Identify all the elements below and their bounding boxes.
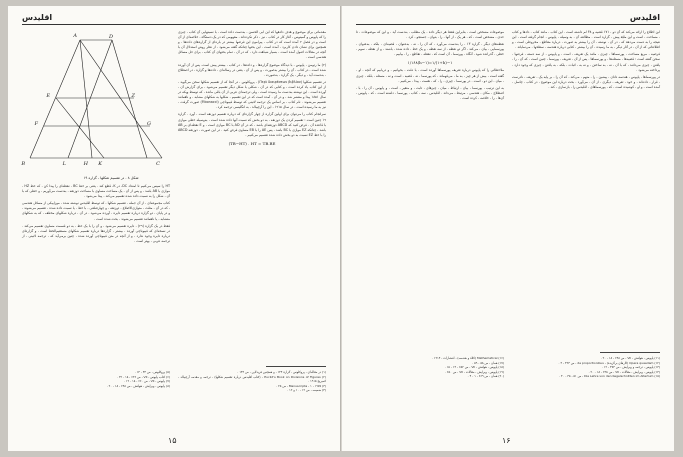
- paragraph: فقط در یک گزاره (۲۹) ، دایره تقسیم می‌شود ، و آن را با یک خط ، به دو قسمت مساوی تقسیم می‌کند . در نسخه‌ای که فیبوناچی آورده ، بیشتر ، گزاره‌ها درباره تقسیم شکلهای مستقیم‌الخط است ، و گزاره‌ای درباره دایره وجود ندارد ، و از آنچه در متن فیبوناچی آورده شده ، چنین برمی‌آید که ، ترجمه لاتینی ، از ترجمه عربی ، بهتر است .: [22, 223, 171, 243]
- running-title-right: اقلیدس: [629, 13, 660, 22]
- running-header-left: [22, 14, 326, 25]
- left-page-col-right: [178, 30, 326, 244]
- point-c: C: [156, 161, 160, 167]
- book-spread: [8, 6, 675, 451]
- point-d: D: [108, 34, 113, 40]
- paragraph: HT را سپس می‌کنیم تا امتداد DC، در K، قطع کند . یعنی بر خط BC ، نقطه‌ای را پیدا کن ، که خط HZ ، موازی با AB باشد ، و پس از آن ، یک مساحت مساوی با مساحت ذوزنقه ، به‌دست می‌آوریم ، و خطی که با آن ، شکل را به نسبت داده شده تقسیم می‌کند ، پیدا می‌شود .: [22, 184, 171, 199]
- footnote-rule: [600, 352, 660, 353]
- point-k: K: [98, 161, 102, 167]
- paragraph: در تقسیم شکلها (Περὶ διαιρέσεων βιβλίον) ، پروکلوس ، در آنجا که از تقسیم شکلها سخن می‌گوید ، از این کتاب یاد کرده است ، و کتابی که در آن ، شکلی با شکل دیگر تقسیم می‌شود ، برای گزارش آن ، آورده است . این نوشته به‌دست ما رسیده است ، ولی ترجمه‌ای عربی از آن باقی مانده ، که توسط وپکه در سال ۱۸۵۱ پیدا و منتشر شد ، و در آن ، آمده است که در این تقسیم ، شکلها به شکلهای مشابه ، و ناهمانند تقسیم می‌شوند . نام کتاب ، بر اساس یک ترجمه لاتینی که توسط فیبوناچی (Fibonacci) صورت گرفت ، نیز به ما رسیده است . در سال ۱۹۱۵ ، این را آرچیبالد ، به انگلیسی ترجمه کرد .: [178, 79, 326, 110]
- footnote: (۱۶) Mathematical (کلاه و هندسه) ، انتشارات ، ۱۹۱۴ .: [431, 356, 504, 360]
- footnote: (۸) پاپوس ، ویرایش ، هولتش ، ص ۶۴۸ ، ۱۸ - ۲۰ .: [106, 383, 170, 388]
- point-e: E: [46, 93, 50, 99]
- right-page-col-right: [512, 30, 660, 101]
- trapezoid-diagram: [22, 30, 168, 180]
- footnote: (۱۳) پاپوس ، ترجمه و ویرایش ، ص ۴۷۴ ، ۱۲ .: [601, 365, 660, 370]
- footnote: (۲۰) همان ، ص ۶۶۹ ، ۱ - ۴ .: [467, 374, 504, 379]
- footnote: (۱) در مقاله‌ای ، پروکلوس ، گزاره ۱۴۴ ، و همچنین فریدلاین ، ص ۱۴۴ .: [237, 370, 326, 374]
- footnote: (۱۱) پاپوس ، هولتش ، VII ، ص ۶۴۸ ، ۱۸ - ۲۰ .: [600, 356, 660, 360]
- line-ba: [30, 40, 80, 158]
- paragraph: در پورسماها ، پاپوس ، هندسه دانان ، پیشین ، را ، متهم ، می‌کند ، که آن را ، بر پایه یک ، تعریف ، نادرست ، قرار ، داده‌اند ، و خود ، تعریف ، دیگری ، از آن ، می‌آورد . بحث درباره این موضوع ، در کتاب ، چاسل ، آمده است ، و او ، کوشیده است ، که ، پورسماهای ، اقلیدس را ، بازسازی ، کند .: [512, 74, 660, 89]
- running-title-left: اقلیدس: [22, 13, 53, 22]
- figure-caption: شکل ۸ . در تقسیم شکلها ، گزاره ۱۹: [83, 176, 139, 180]
- formula: ۱/۱۶۸(h−۱)=۱/(۱+h)−۱: [407, 60, 453, 66]
- page-number-left: ۱۵: [168, 436, 177, 445]
- point-a: A: [73, 33, 77, 39]
- paragraph: کتاب مجموعه‌ای ، از آن جمله ، تقسیم شکلها ، که توسط اقلیدس نوشته شده ، موزاییکی از مسائل هندسی ، که در آن ، مثلث ، متوازی‌الاضلاع ، ذوزنقه ، و چهار‌ضلعی ، با خط ، یا نسبت داده شده ، تقسیم می‌شوند ، و در پایان ، دو گزاره درباره تقسیم دایره ، آورده می‌شود . در آن ، درباره شکلهای مختلف ، که به شکلهای متشابه ، یا ناهمانند تقسیم می‌شوند ، بحث شده است .: [22, 201, 170, 221]
- paragraph: موضوعات مشخص است ، بنابراین فقط هر دیگر داده ، یک مطلب ، به‌دست آید ، و این که موضوعات ، تا حدی ، مشخص است ، که ، هر یک ، از آنها ، را ، بتوان ، جستجو ، کرد .: [356, 30, 504, 40]
- running-header-right: [356, 14, 660, 25]
- footnote: (۱۸) پاپوس ، هولتش ، VII ، ص ۶۵۲ ، ۱۴ - ۱۵ .: [444, 365, 504, 370]
- point-b: B: [21, 161, 25, 167]
- right-footnotes: [356, 356, 660, 379]
- line-ek: [56, 98, 104, 158]
- right-page: [341, 6, 674, 451]
- footnote: (۱۲) Opera quaedam (کارهای برگزیده) ، de proportionibus ، ص ۴۲۳ ، ۳ .: [558, 360, 660, 365]
- footnote: (۱۴) پاپوس ، ویرایش ، مقالات ، VII ، ص ۶۴۸ ، ۱۸ - ۲۰ .: [588, 369, 660, 374]
- left-page: [8, 6, 341, 451]
- page-number-right: ۱۶: [502, 436, 511, 445]
- footnote: (۳) Manuscripta ، ۱ ، ۱۹۵۷ ، ص ۲۵ .: [276, 383, 326, 388]
- point-f: F: [34, 121, 38, 127]
- right-page-col-left: [356, 30, 504, 101]
- paragraph: سرانجام کتاب را می‌توان برای اولین گزاره از چهار گزاره‌ای که درباره تقسیم ذوزنقه است ، آورد . گزاره ۱۹ چنین است : تقسیم کردن یک ذوزنقه ، به دو بخش که نسبت آنها داده شده است ، به‌وسیله خطی موازی با قاعده آن . فرض کنید که ABCD ذوزنقه‌ای باشد ، که در آن AD با BC موازی است ، و E نقطه‌ای بر AB باشد ، چنانکه EZ موازی با BC باشد ، پس AE را با EB مساوی فرض کنید . در این صورت ، ذوزنقه ABCD را با خط EZ نسبت به دو بخش داده شده تقسیم می‌کنیم .: [178, 112, 327, 137]
- point-l: L: [62, 161, 66, 167]
- line-ac: [80, 40, 162, 158]
- paragraph: فرضیه ، مربع مساحت ، پورسماها ، چیزی ، مانند یک تعریف ، است ، و پاپوس ، از سه دسته ، فرضها ، سخن گفته است : قضیه‌ها ، مسئله‌ها ، و پورسماها . پس از آن ، تعریف ، پورسما ، چنین است ، که آن ، را ، یافتن ، چیزی می‌دانند ، که با آن ، نه ، به ساختن ، و نه به ، اثبات ، بلکه ، به یافتن ، چیزی که وجود دارد ، پرداخته می‌شود .: [512, 52, 660, 72]
- footnote: (۶) کتاب پاپوس ، VII ، ص ۶۳۶ ، ۱۸ - ۲۲ .: [116, 374, 170, 379]
- footnote: (۲) Euclid's Book on Divisions of Figures ، (کتاب اقلیدس درباره تقسیم شکلها) ، ترجمه و مقدمه آرچیبالد ، کمبریج ۱۹۱۵ .: [178, 374, 326, 384]
- paragraph: ابن اطلاع را ارائه می‌کند که آن دو ، ۱۷۱ قضیه و ۳۸ لم داشته است . این کتاب ، مانند کتاب ، دادها و کتاب ، مساحت ، است و این ملیّة پیش ، گزاره است . مطالعه آن ، به وسیله ، پاپوس ، انجام گرفته است ، این نتیجه را به دست می‌دهد که ، در آن ، نوشته ، آن را بیشتر به صورت ، درباره مقاطع ، مخروطی است ، و اطلاعاتی که از آن ، در آثار دیگر ، به ما رسیده ، آن را بیشتر ، کتابی درباره هندسه ، سطحها ، می‌نمایاند .: [512, 30, 660, 50]
- left-footnotes: [22, 370, 326, 393]
- footnote: (۵) پروکلوس ، ص ۴۳ ، ۱۴ .: [134, 370, 170, 374]
- footnote: (۴) ضمیمه ، ص ۱۲ ، ۱۰ و ۱۲ .: [287, 388, 326, 393]
- footnote-rule: [266, 366, 326, 367]
- paragraph: ملاحظاتی را که پاپوس درباره تعریف پورسماها آورده است ، با دقت ، بخوانیم ، و دریابیم که آنچه ، او ، گفته است ، بیش از هر چیز ، به ما ، می‌فهماند ، که پورسما ، نه ، قضیه ، است و نه ، مسئله ، بلکه ، چیزی ، میان ، این دو ، است . در پورسما ، چیزی ، را ، که ، هست ، پیدا ، می‌کنیم .: [356, 68, 504, 83]
- paragraph: نقطه‌های دیگر ، گزاره ۱۳ ، را به‌دست می‌آورد ، که آن را ، نه ، به‌عنوان ، قضیه‌ای ، بلکه ، به‌عنوان ، پورسمایی ، بیان ، می‌کند ، اگر دو نقطه ، از سه نقطه ، و یک خط ، داده شده ، باشند ، و از نقطه ، سوم ، خطی ، گذرانده شود ، آنگاه ، پورسما ، آن است که ، نقطه ، تقاطع ، را ، بیابیم .: [356, 42, 505, 57]
- right-page-columns: [356, 30, 660, 101]
- point-h: H: [83, 161, 88, 167]
- formula: (TB−HT) . HT = TB.BE: [228, 140, 276, 146]
- left-page-columns: [22, 30, 326, 244]
- footnote: (۱۵) Die Lehre von den Kegelschnitten im Altertum ، ص ۵۱ ، ۳۵ - ۴۰ .: [559, 374, 660, 379]
- geometry-figure: [22, 30, 170, 180]
- point-g: G: [147, 121, 151, 127]
- left-page-col-left: [22, 30, 170, 244]
- footnote: (۱۷) همان ، ص ۵۸ - ۵۹ .: [472, 360, 504, 365]
- point-z: Z: [131, 93, 135, 99]
- footnote: (۷) پاپوس ، VII ، ص ۶۶۰ ، ۱۸ - ۱۹ .: [123, 379, 170, 384]
- paragraph: (۲) ما رتومن ، پاپوس ، با دیدگاه موضوع گزاره‌ها ، و داده‌ها ، در کتاب ، بیشتر پیش است. پس از آن آورده شده است ، در کتاب ، آن را بیشتر به‌صورت ، و پس از آن ، یعنی در رساله‌ای ، داده‌ها و گزاره ، در اصطلاح ، به‌دست آید ، و دیگر ، یک گزاره ، به‌صورت .: [178, 62, 326, 77]
- paragraph: مقدماتی برای موضوع و هدف دادهها که ابن ابی الحسن ، به‌دست داده است ، با نسبتهایی آن کتاب ، چیزی را که پاپوس و گمینوس ، آغاز کار در کتاب ، نیز ، ذکر نکرده‌اند ، مفهومی که در یک دستگاه ، خلاصه‌ای از آن است و در فصل ۲ آمده است که در کتاب ، پیرامون این فرضها بیشتر در باره‌ای از گزاره‌های داده‌ها ، و همچنین برای نشان دادن کاربرد ، آمده است . این بحثها چنانکه گفته می‌شود ، از نظر روش استدلال آن با آنچه در مقالات اصول آمده است ، بسیار شباهت دارد ، که در آن ، تمام بحثهای آن کتاب ، برای حل مسائل هندسی است .: [178, 30, 326, 60]
- line-dz: [112, 40, 147, 158]
- paragraph: به این ترتیب ، پورسما ، بیان ، ارتباط ، میان ، چیزهای ، ثابت ، و متغیر ، است ، و پاپوس ، آن را ، با ، اصطلاح ، مکان ، هندسی ، مرتبط ، می‌داند . اقلیدس ، سه ، کتاب ، پورسما ، داشته است ، که ، پاپوس ، آن‌ها ، را ، خلاصه ، کرده است .: [356, 85, 504, 100]
- footnote: (۱۹) پاپوس ، ویرایش ، مقالات ، VII ، ص ۶۵۰ .: [444, 369, 504, 374]
